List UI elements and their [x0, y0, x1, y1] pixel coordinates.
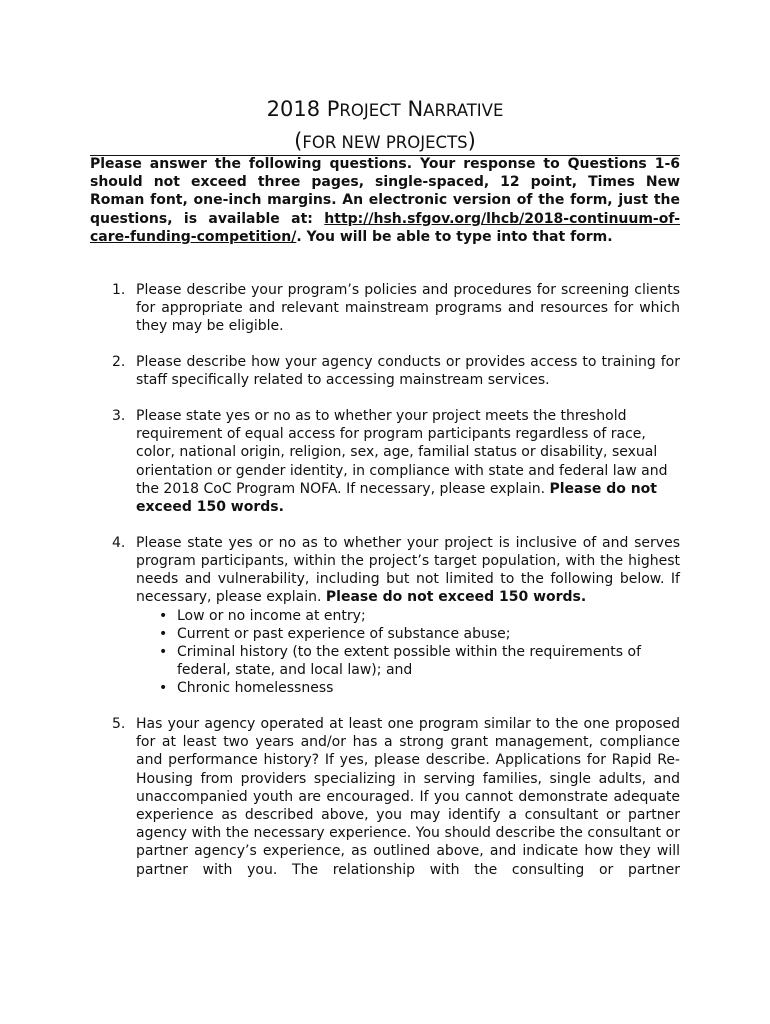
subtitle-close-paren: ) — [467, 129, 476, 153]
list-item — [136, 625, 680, 643]
title-word2-cap: N — [407, 97, 424, 121]
question-text: Please describe how your agency conducts or provides access to training for staff specifically related to accessing mainstream services. — [136, 354, 680, 389]
criteria-list — [136, 607, 680, 698]
bullet-icon: • — [159, 607, 168, 624]
intro-text: Please answer the following questions. Your response to Questions 1-6 should not exceed three pages, single-spaced, 12 point, Times New Roman font, one-inch margins. An electronic version of the form, just the questions, is available at: — [90, 156, 680, 227]
list-item-text: Current or past experience of substance abuse; — [177, 625, 511, 642]
list-item-text: Chronic homelessness — [177, 680, 334, 697]
page-title — [0, 94, 770, 126]
list-item-text: Criminal history (to the extent possible within the requirements of federal, state, and local law); and — [177, 643, 642, 679]
bullet-icon: • — [159, 643, 168, 660]
question-item-4 — [90, 534, 680, 698]
page-subtitle — [0, 126, 770, 158]
subtitle-open-paren: ( — [294, 129, 303, 153]
question-number: 5. — [112, 716, 126, 733]
question-item-2 — [90, 353, 680, 389]
title-word1-rest: ROJECT — [339, 101, 401, 120]
question-text: Please state yes or no as to whether your project meets the threshold requirement of equal access for program participants regardless of race, color, national origin, religion, sex, age, familial status or disability, sexual orientation or gender identity, in compliance with state and federal law and the 2018 CoC Program NOFA. If necessary, please explain. — [136, 408, 668, 497]
question-number: 2. — [112, 354, 126, 371]
list-item-text: Low or no income at entry; — [177, 607, 366, 624]
question-item-3 — [90, 407, 680, 516]
word-limit-note: Please do not exceed 150 words. — [325, 589, 587, 606]
question-list — [90, 281, 680, 896]
question-item-1 — [90, 281, 680, 336]
question-number: 1. — [112, 282, 126, 298]
question-number: 4. — [112, 534, 126, 551]
list-item — [136, 679, 680, 697]
intro-suffix: . You will be able to type into that form. — [296, 228, 613, 245]
title-block — [0, 94, 770, 158]
question-text: Please state yes or no as to whether your project is inclusive of and serves program participants, within the project’s target population, with the highest needs and vulnerability, including but not limited to the following below. If necessary, please explain. — [136, 534, 680, 606]
intro-paragraph — [90, 155, 680, 246]
word-limit-note: Please do not exceed 150 words. — [136, 480, 657, 516]
title-word1-cap: P — [326, 97, 340, 121]
question-text: Please describe your program’s policies and procedures for screening clients for appropriate and relevant mainstream programs and resources for which they may be eligible. — [136, 282, 680, 335]
title-year: 2018 — [266, 97, 321, 121]
bullet-icon: • — [159, 680, 168, 697]
bullet-icon: • — [159, 625, 168, 642]
question-item-5 — [90, 715, 680, 879]
list-item — [136, 643, 680, 679]
form-link[interactable]: http://hsh.sfgov.org/lhcb/2018-continuum-of-care-funding-competition/ — [90, 210, 681, 245]
question-number: 3. — [112, 408, 126, 425]
list-item — [136, 607, 680, 625]
question-text: Has your agency operated at least one program similar to the one proposed for at least two years and/or has a strong grant management, compliance and performance history? If yes, please describe. Applications for Rapid Re-Housing from providers specializing in serving families, single adults, and unaccompanied youth are encouraged. If you cannot demonstrate adequate experience as described above, you may identify a consultant or partner agency with the necessary experience. You should describe the consultant or partner agency’s experience, as outlined above, and indicate how they will partner with you. The relationship with the consulting or partner — [136, 716, 680, 878]
subtitle-text: FOR NEW PROJECTS — [302, 133, 468, 152]
title-word2-rest: ARRATIVE — [423, 101, 504, 120]
